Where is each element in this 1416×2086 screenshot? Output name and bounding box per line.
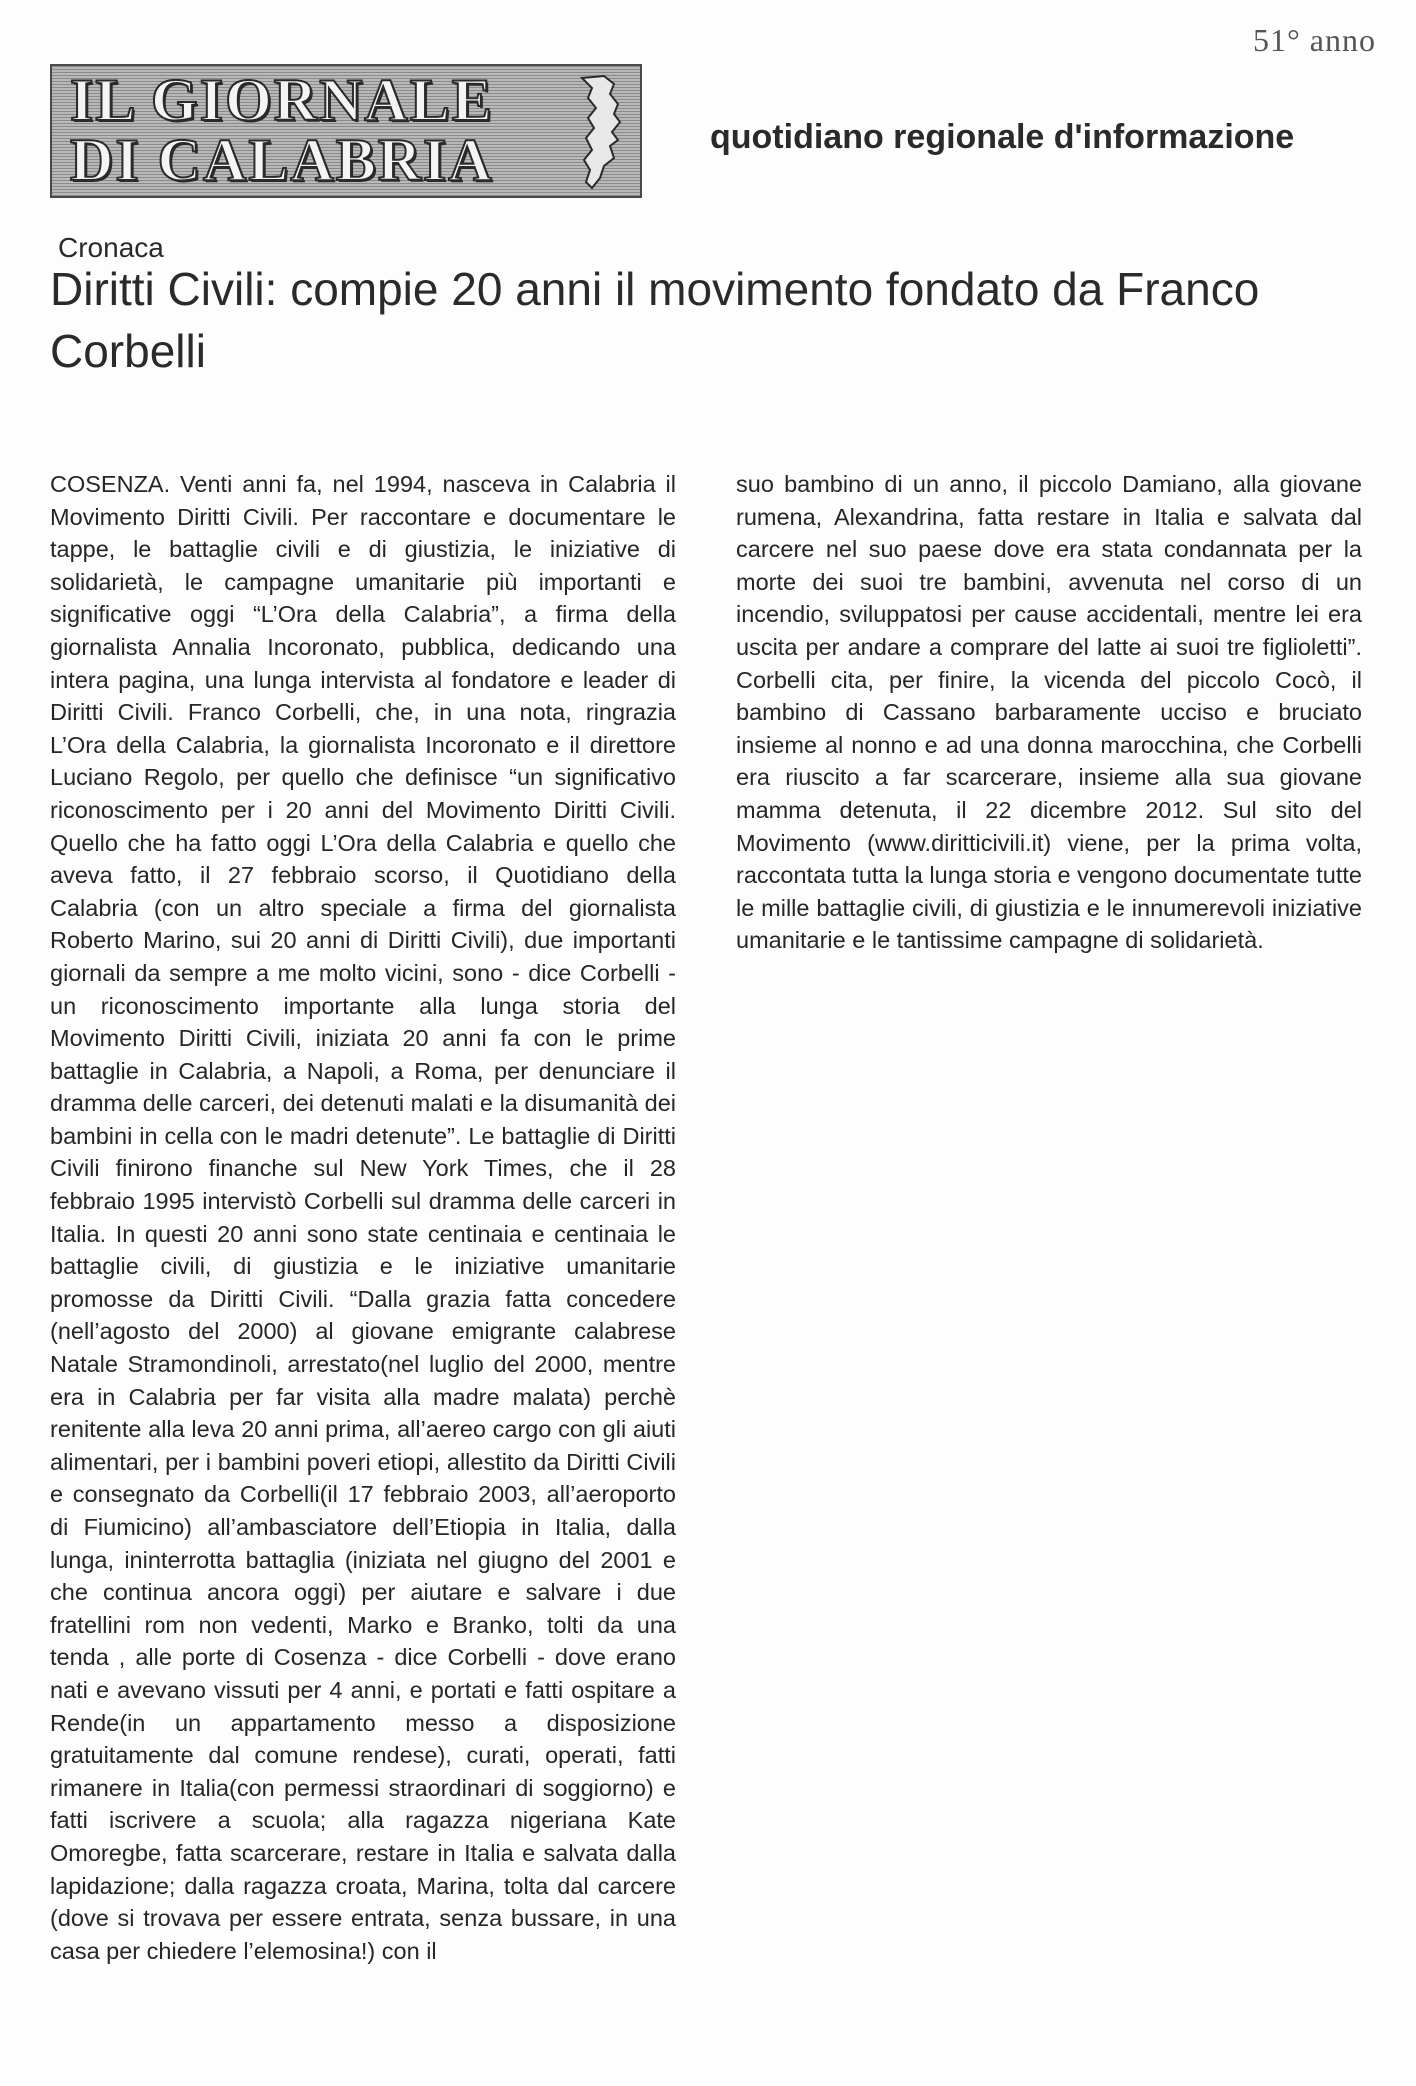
edition-label: 51° anno (1253, 22, 1376, 58)
article-body-column-left: COSENZA. Venti anni fa, nel 1994, nasceva in Calabria il Movimento Diritti Civili. Per raccontare e documentare le tappe, le battaglie civili e di giustizia, le iniziative di solidarietà, le campagne umanitarie più importanti e significative oggi “L’Ora della Calabria”, a firma della giornalista Annalia Incoronato, pubblica, dedicando una intera pagina, una lunga intervista al fondatore e leader di Diritti Civili. Franco Corbelli, che, in una nota, ringrazia L’Ora della Calabria, la giornalista Incoronato e il direttore Luciano Regolo, per quello che definisce “un significativo riconoscimento per i 20 anni del Movimento Diritti Civili. Quello che ha fatto oggi L’Ora della Calabria e quello che aveva fatto, il 27 febbraio scorso, il Quotidiano della Calabria (con un altro speciale a firma del giornalista Roberto Marino, sui 20 anni di Diritti Civili), due importanti giornali da sempre a me molto vicini, sono - dice Corbelli - un riconoscimento importante alla lunga storia del Movimento Diritti Civili, iniziata 20 anni fa con le prime battaglie in Calabria, a Napoli, a Roma, per denunciare il dramma delle carceri, dei detenuti malati e la disumanità dei bambini in cella con le madri detenute”. Le battaglie di Diritti Civili finirono finanche sul New York Times, che il 28 febbraio 1995 intervistò Corbelli sul dramma delle carceri in Italia. In questi 20 anni sono state centinaia e centinaia le battaglie civili, di giustizia e le iniziative umanitarie promosse da Diritti Civili. “Dalla grazia fatta concedere (nell’agosto del 2000) al giovane emigrante calabrese Natale Stramondinoli, arrestato(nel luglio del 2000, mentre era in Calabria per far visita alla madre malata) perchè renitente alla leva 20 anni prima, all’aereo cargo con gli aiuti alimentari, per i bambini poveri etiopi, allestito da Diritti Civili e consegnato da Corbelli(il 17 febbraio 2003, all’aeroporto di Fiumicino) all’ambasciatore dell’Etiopia in Italia, dalla lunga, ininterrotta battaglia (iniziata nel giugno del 2001 e che continua ancora oggi) per aiutare e salvare i due fratellini rom non vedenti, Marko e Branko, tolti da una tenda , alle porte di Cosenza - dice Corbelli - dove erano nati e avevano vissuti per 4 anni, e portati e fatti ospitare a Rende(in un appartamento messo a disposizione gratuitamente dal comune rendese), curati, operati, fatti rimanere in Italia(con permessi straordinari di soggiorno) e fatti iscrivere a scuola; alla ragazza nigeriana Kate Omoregbe, fatta scarcerare, restare in Italia e salvata dalla lapidazione; dalla ragazza croata, Marina, tolta dal carcere (dove si trovava per essere entrata, senza bussare, in una casa per chiedere l’elemosina!) con il (50, 471, 676, 1964)
section-label: Cronaca (58, 232, 164, 263)
newspaper-masthead-logo (50, 64, 642, 198)
calabria-region-map-icon (574, 74, 626, 192)
masthead-line-2: DI CALABRIA (70, 127, 494, 193)
masthead-tagline: quotidiano regionale d'informazione (710, 118, 1295, 156)
masthead-line-1: IL GIORNALE (70, 67, 494, 133)
article-body-column-right: suo bambino di un anno, il piccolo Damiano, alla giovane rumena, Alexandrina, fatta restare in Italia e salvata dal carcere nel suo paese dove era stata condannata per la morte dei suoi tre bambini, avvenuta nel corso di un incendio, sviluppatosi per cause accidentali, mentre lei era uscita per andare a comprare del latte ai suoi tre figlioletti”. Corbelli cita, per finire, la vicenda del piccolo Cocò, il bambino di Cassano barbaramente ucciso e bruciato insieme al nonno e ad una donna marocchina, che Corbelli era riuscito a far scarcerare, insieme alla sua giovane mamma detenuta, il 22 dicembre 2012. Sul sito del Movimento (www.diritticivili.it) viene, per la prima volta, raccontata tutta la lunga storia e vengono documentate tutte le mille battaglie civili, di giustizia e le innumerevoli iniziative umanitarie e le tantissime campagne di solidarietà. (736, 471, 1362, 954)
article-headline: Diritti Civili: compie 20 anni il movimento fondato da Franco Corbelli (50, 263, 1260, 377)
